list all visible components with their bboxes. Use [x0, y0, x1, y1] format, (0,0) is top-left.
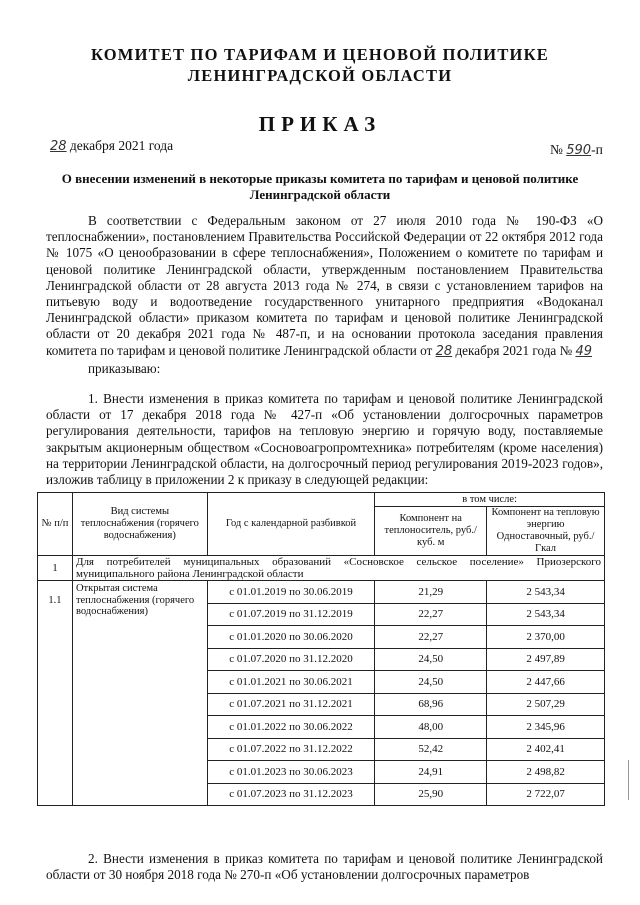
energy-cell: 2 370,00	[487, 626, 605, 649]
committee-name-line2: ЛЕНИНГРАДСКОЙ ОБЛАСТИ	[187, 66, 453, 85]
handwritten-date-day: 28	[50, 139, 67, 154]
system-type: Открытая система теплоснабжения (горячего водоснабжения)	[72, 581, 207, 806]
header-carrier: Компонент на теплоноситель, руб./куб. м	[375, 507, 487, 556]
handwritten-protocol-number: 49	[575, 343, 592, 359]
header-num: № п/п	[38, 493, 73, 556]
energy-cell: 2 497,89	[487, 648, 605, 671]
header-including: в том числе:	[375, 493, 605, 507]
date-rest: декабря 2021 года	[69, 138, 174, 153]
header-energy: Компонент на тепловую энергию Одноставочный, руб./Гкал	[487, 507, 605, 556]
group-num: 1	[38, 556, 73, 581]
carrier-cell: 21,29	[375, 581, 487, 604]
period-cell: с 01.07.2023 по 31.12.2023	[207, 783, 375, 806]
period-cell: с 01.01.2019 по 30.06.2019	[207, 581, 375, 604]
period-cell: с 01.07.2022 по 31.12.2022	[207, 738, 375, 761]
document-date	[50, 138, 173, 154]
number-suffix: -п	[591, 142, 603, 157]
energy-cell: 2 498,82	[487, 761, 605, 784]
carrier-cell: 48,00	[375, 716, 487, 739]
scan-edge-mark	[628, 760, 629, 800]
energy-cell: 2 543,34	[487, 603, 605, 626]
period-cell: с 01.01.2022 по 30.06.2022	[207, 716, 375, 739]
table-header-row	[38, 493, 605, 507]
energy-cell: 2 345,96	[487, 716, 605, 739]
tariff-table	[37, 492, 605, 806]
carrier-cell: 24,50	[375, 671, 487, 694]
table-group-row	[38, 556, 605, 581]
item-1-paragraph: 1. Внести изменения в приказ комитета по тарифам и ценовой политике Ленинградской области от 17 декабря 2018 года № 427-п «Об установлении долгосрочных параметров регулирования деятельности, тарифов на тепловую энергию и горячую воду, поставляемые закрытым акционерным обществом «Сосновоагропромтехника» потребителям (кроме населения) на территории Ленинградской области, на долгосрочный период регулирования 2019-2023 годов», изложив таблицу в приложении 2 к приказу в следующей редакции:	[46, 391, 603, 488]
document-type-title: ПРИКАЗ	[258, 112, 382, 136]
energy-cell: 2 507,29	[487, 693, 605, 716]
preamble-text-mid: декабря 2021 года №	[455, 342, 573, 358]
energy-cell: 2 402,41	[487, 738, 605, 761]
energy-cell: 2 543,34	[487, 581, 605, 604]
group-description: Для потребителей муниципальных образований «Сосновское сельское поселение» Приозерского муниципального района Ленинградской области	[72, 556, 604, 581]
document-number	[550, 142, 603, 158]
number-prefix: №	[550, 142, 563, 157]
period-cell: с 01.01.2020 по 30.06.2020	[207, 626, 375, 649]
order-word: приказываю:	[88, 361, 161, 376]
carrier-cell: 22,27	[375, 626, 487, 649]
table-row	[38, 581, 605, 604]
row-num: 1.1	[38, 581, 73, 806]
item-2-paragraph: 2. Внести изменения в приказ комитета по тарифам и ценовой политике Ленинградской области от 30 ноября 2018 года № 270-п «Об установлении долгосрочных параметров	[46, 851, 603, 883]
preamble-paragraph	[46, 213, 603, 360]
header-system: Вид системы теплоснабжения (горячего водоснабжения)	[72, 493, 207, 556]
preamble-text: В соответствии с Федеральным законом от 27 июля 2010 года № 190-ФЗ «О теплоснабжении», постановлением Правительства Российской Федерации от 22 октября 2012 года № 1075 «О ценообразовании в сфере теплоснабжения», Положением о комитете по тарифам и ценовой политике Ленинградской области, утвержденным постановлением Правительства Ленинградской области от 28 августа 2013 года № 274, в связи с установлением тарифов на питьевую воду и водоотведение государственного унитарного предприятия «Водоканал Ленинградской области» приказом комитета по тарифам и ценовой политике Ленинградской области от 20 декабря 2021 года № 487-п, и на основании протокола заседания правления комитета по тарифам и ценовой политике Ленинградской области от	[46, 213, 603, 358]
carrier-cell: 52,42	[375, 738, 487, 761]
committee-name-line1: КОМИТЕТ ПО ТАРИФАМ И ЦЕНОВОЙ ПОЛИТИКЕ	[91, 45, 549, 64]
handwritten-protocol-day: 28	[435, 343, 453, 359]
carrier-cell: 24,91	[375, 761, 487, 784]
document-subject: О внесении изменений в некоторые приказы комитета по тарифам и ценовой политике Ленинградской области	[61, 171, 579, 202]
energy-cell: 2 722,07	[487, 783, 605, 806]
carrier-cell: 68,96	[375, 693, 487, 716]
period-cell: с 01.07.2020 по 31.12.2020	[207, 648, 375, 671]
period-cell: с 01.07.2021 по 31.12.2021	[207, 693, 375, 716]
header-period: Год с календарной разбивкой	[207, 493, 375, 556]
carrier-cell: 22,27	[375, 603, 487, 626]
energy-cell: 2 447,66	[487, 671, 605, 694]
period-cell: с 01.01.2023 по 30.06.2023	[207, 761, 375, 784]
period-cell: с 01.07.2019 по 31.12.2019	[207, 603, 375, 626]
period-cell: с 01.01.2021 по 30.06.2021	[207, 671, 375, 694]
handwritten-number: 590	[566, 143, 592, 158]
carrier-cell: 24,50	[375, 648, 487, 671]
carrier-cell: 25,90	[375, 783, 487, 806]
